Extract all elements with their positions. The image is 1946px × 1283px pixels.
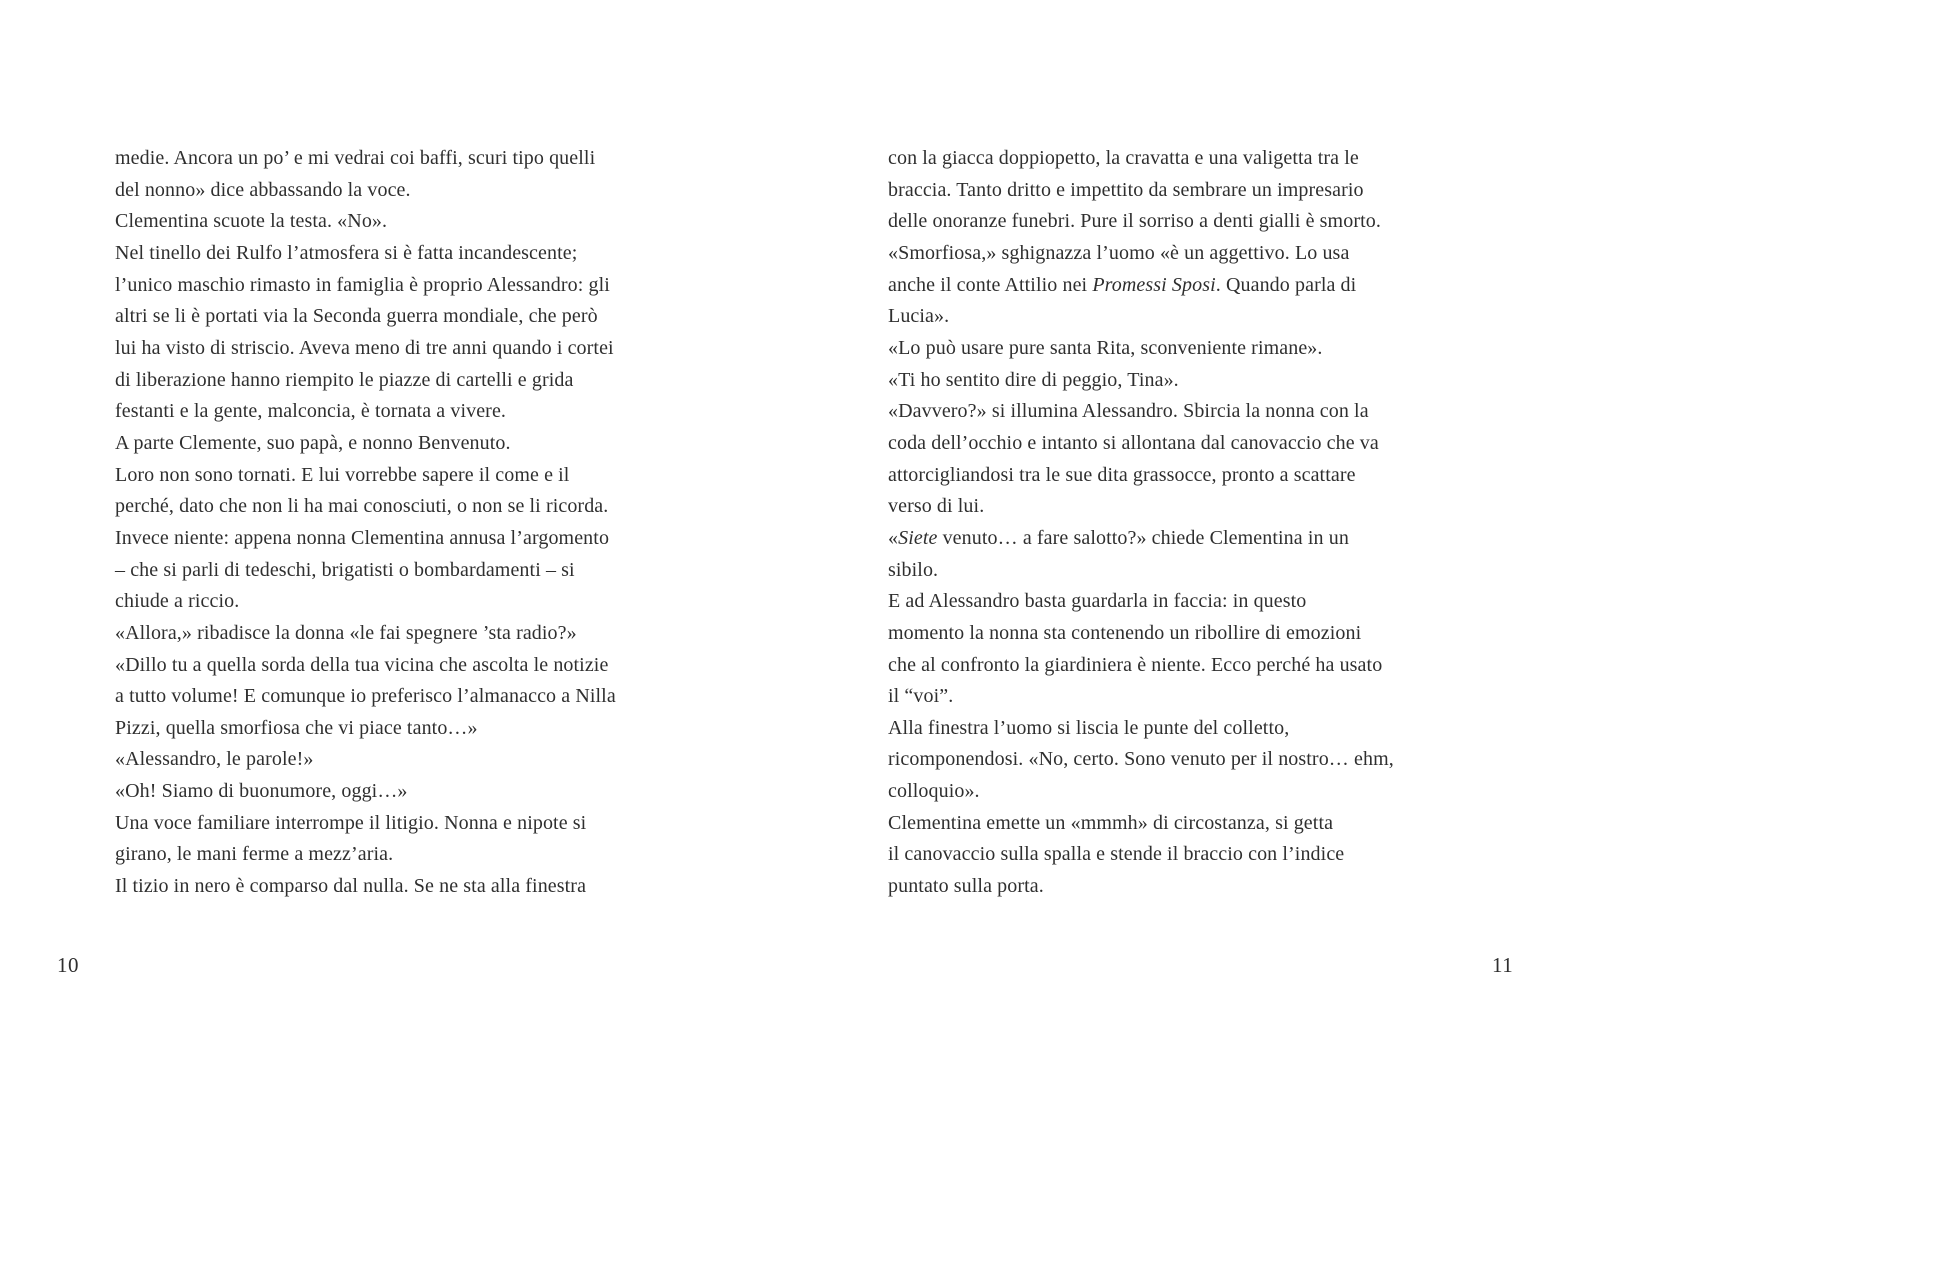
text-line: «Dillo tu a quella sorda della tua vicina che ascolta le notizie — [115, 653, 609, 676]
right-page-text — [888, 143, 1528, 903]
text-line: «Lo può usare pure santa Rita, sconveniente rimane». — [888, 336, 1323, 359]
text-line: medie. Ancora un po’ e mi vedrai coi baffi, scuri tipo quelli — [115, 147, 596, 169]
text-line: – che si parli di tedeschi, brigatisti o bombardamenti – si — [115, 558, 575, 581]
text-line: Alla finestra l’uomo si liscia le punte del colletto, — [888, 716, 1290, 739]
text-line: «Davvero?» si illumina Alessandro. Sbircia la nonna con la — [888, 400, 1369, 423]
text-line: colloquio». — [888, 780, 980, 803]
text-line: festanti e la gente, malconcia, è tornata a vivere. — [115, 400, 507, 423]
text-line: Lucia». — [888, 305, 950, 328]
text-line: a tutto volume! E comunque io preferisco l’almanacco a Nilla — [115, 685, 616, 708]
page-number-right: 11 — [1492, 953, 1514, 977]
text-line: lui ha visto di striscio. Aveva meno di tre anni quando i cortei — [115, 336, 614, 359]
text-line: «Allora,» ribadisce la donna «le fai spegnere ’sta radio?» — [115, 621, 577, 644]
text-line: Invece niente: appena nonna Clementina annusa l’argomento — [115, 526, 610, 549]
text-line: attorcigliandosi tra le sue dita grassocce, pronto a scattare — [888, 463, 1356, 486]
text-line: Nel tinello dei Rulfo l’atmosfera si è fatta incandescente; — [115, 241, 578, 264]
text-line: «Oh! Siamo di buonumore, oggi…» — [115, 780, 408, 803]
text-line: Clementina scuote la testa. «No». — [115, 210, 388, 233]
text-line: chiude a riccio. — [115, 590, 240, 613]
text-line: il “voi”. — [888, 685, 954, 708]
text-line: perché, dato che non li ha mai conosciuti, o non se li ricorda. — [115, 495, 609, 518]
text-line: «Ti ho sentito dire di peggio, Tina». — [888, 368, 1179, 391]
text-line: verso di lui. — [888, 495, 985, 518]
text-line: l’unico maschio rimasto in famiglia è proprio Alessandro: gli — [115, 273, 610, 296]
text-line: sibilo. — [888, 558, 939, 581]
text-line: Il tizio in nero è comparso dal nulla. Se ne sta alla finestra — [115, 875, 587, 898]
text-line: Loro non sono tornati. E lui vorrebbe sapere il come e il — [115, 463, 570, 486]
text-line: ricomponendosi. «No, certo. Sono venuto per il nostro… ehm, — [888, 748, 1394, 771]
text-line: girano, le mani ferme a mezz’aria. — [115, 843, 394, 866]
text-line: altri se li è portati via la Seconda guerra mondiale, che però — [115, 305, 598, 328]
text-line: che al confronto la giardiniera è niente. Ecco perché ha usato — [888, 653, 1383, 676]
text-line: momento la nonna sta contenendo un ribollire di emozioni — [888, 621, 1362, 644]
text-line: puntato sulla porta. — [888, 875, 1044, 898]
text-line: con la giacca doppiopetto, la cravatta e una valigetta tra le — [888, 147, 1359, 169]
text-line: di liberazione hanno riempito le piazze di cartelli e grida — [115, 368, 574, 391]
text-line: A parte Clemente, suo papà, e nonno Benvenuto. — [115, 431, 511, 454]
text-line: Clementina emette un «mmmh» di circostanza, si getta — [888, 811, 1334, 834]
text-line: braccia. Tanto dritto e impettito da sembrare un impresario — [888, 178, 1364, 201]
left-page-text — [115, 143, 755, 903]
text-line: delle onoranze funebri. Pure il sorriso a denti gialli è smorto. — [888, 210, 1381, 233]
text-line: coda dell’occhio e intanto si allontana dal canovaccio che va — [888, 431, 1379, 454]
page-number-left: 10 — [57, 953, 79, 977]
text-line: del nonno» dice abbassando la voce. — [115, 178, 411, 201]
text-line: anche il conte Attilio nei Promessi Sposi. Quando parla di — [888, 273, 1357, 296]
text-line: Una voce familiare interrompe il litigio. Nonna e nipote si — [115, 811, 587, 834]
text-line: il canovaccio sulla spalla e stende il braccio con l’indice — [888, 843, 1345, 866]
text-line: E ad Alessandro basta guardarla in faccia: in questo — [888, 590, 1307, 613]
text-line: «Smorfiosa,» sghignazza l’uomo «è un aggettivo. Lo usa — [888, 241, 1350, 264]
text-line: «Siete venuto… a fare salotto?» chiede Clementina in un — [888, 526, 1349, 549]
text-line: «Alessandro, le parole!» — [115, 748, 314, 771]
text-line: Pizzi, quella smorfiosa che vi piace tanto…» — [115, 716, 478, 739]
